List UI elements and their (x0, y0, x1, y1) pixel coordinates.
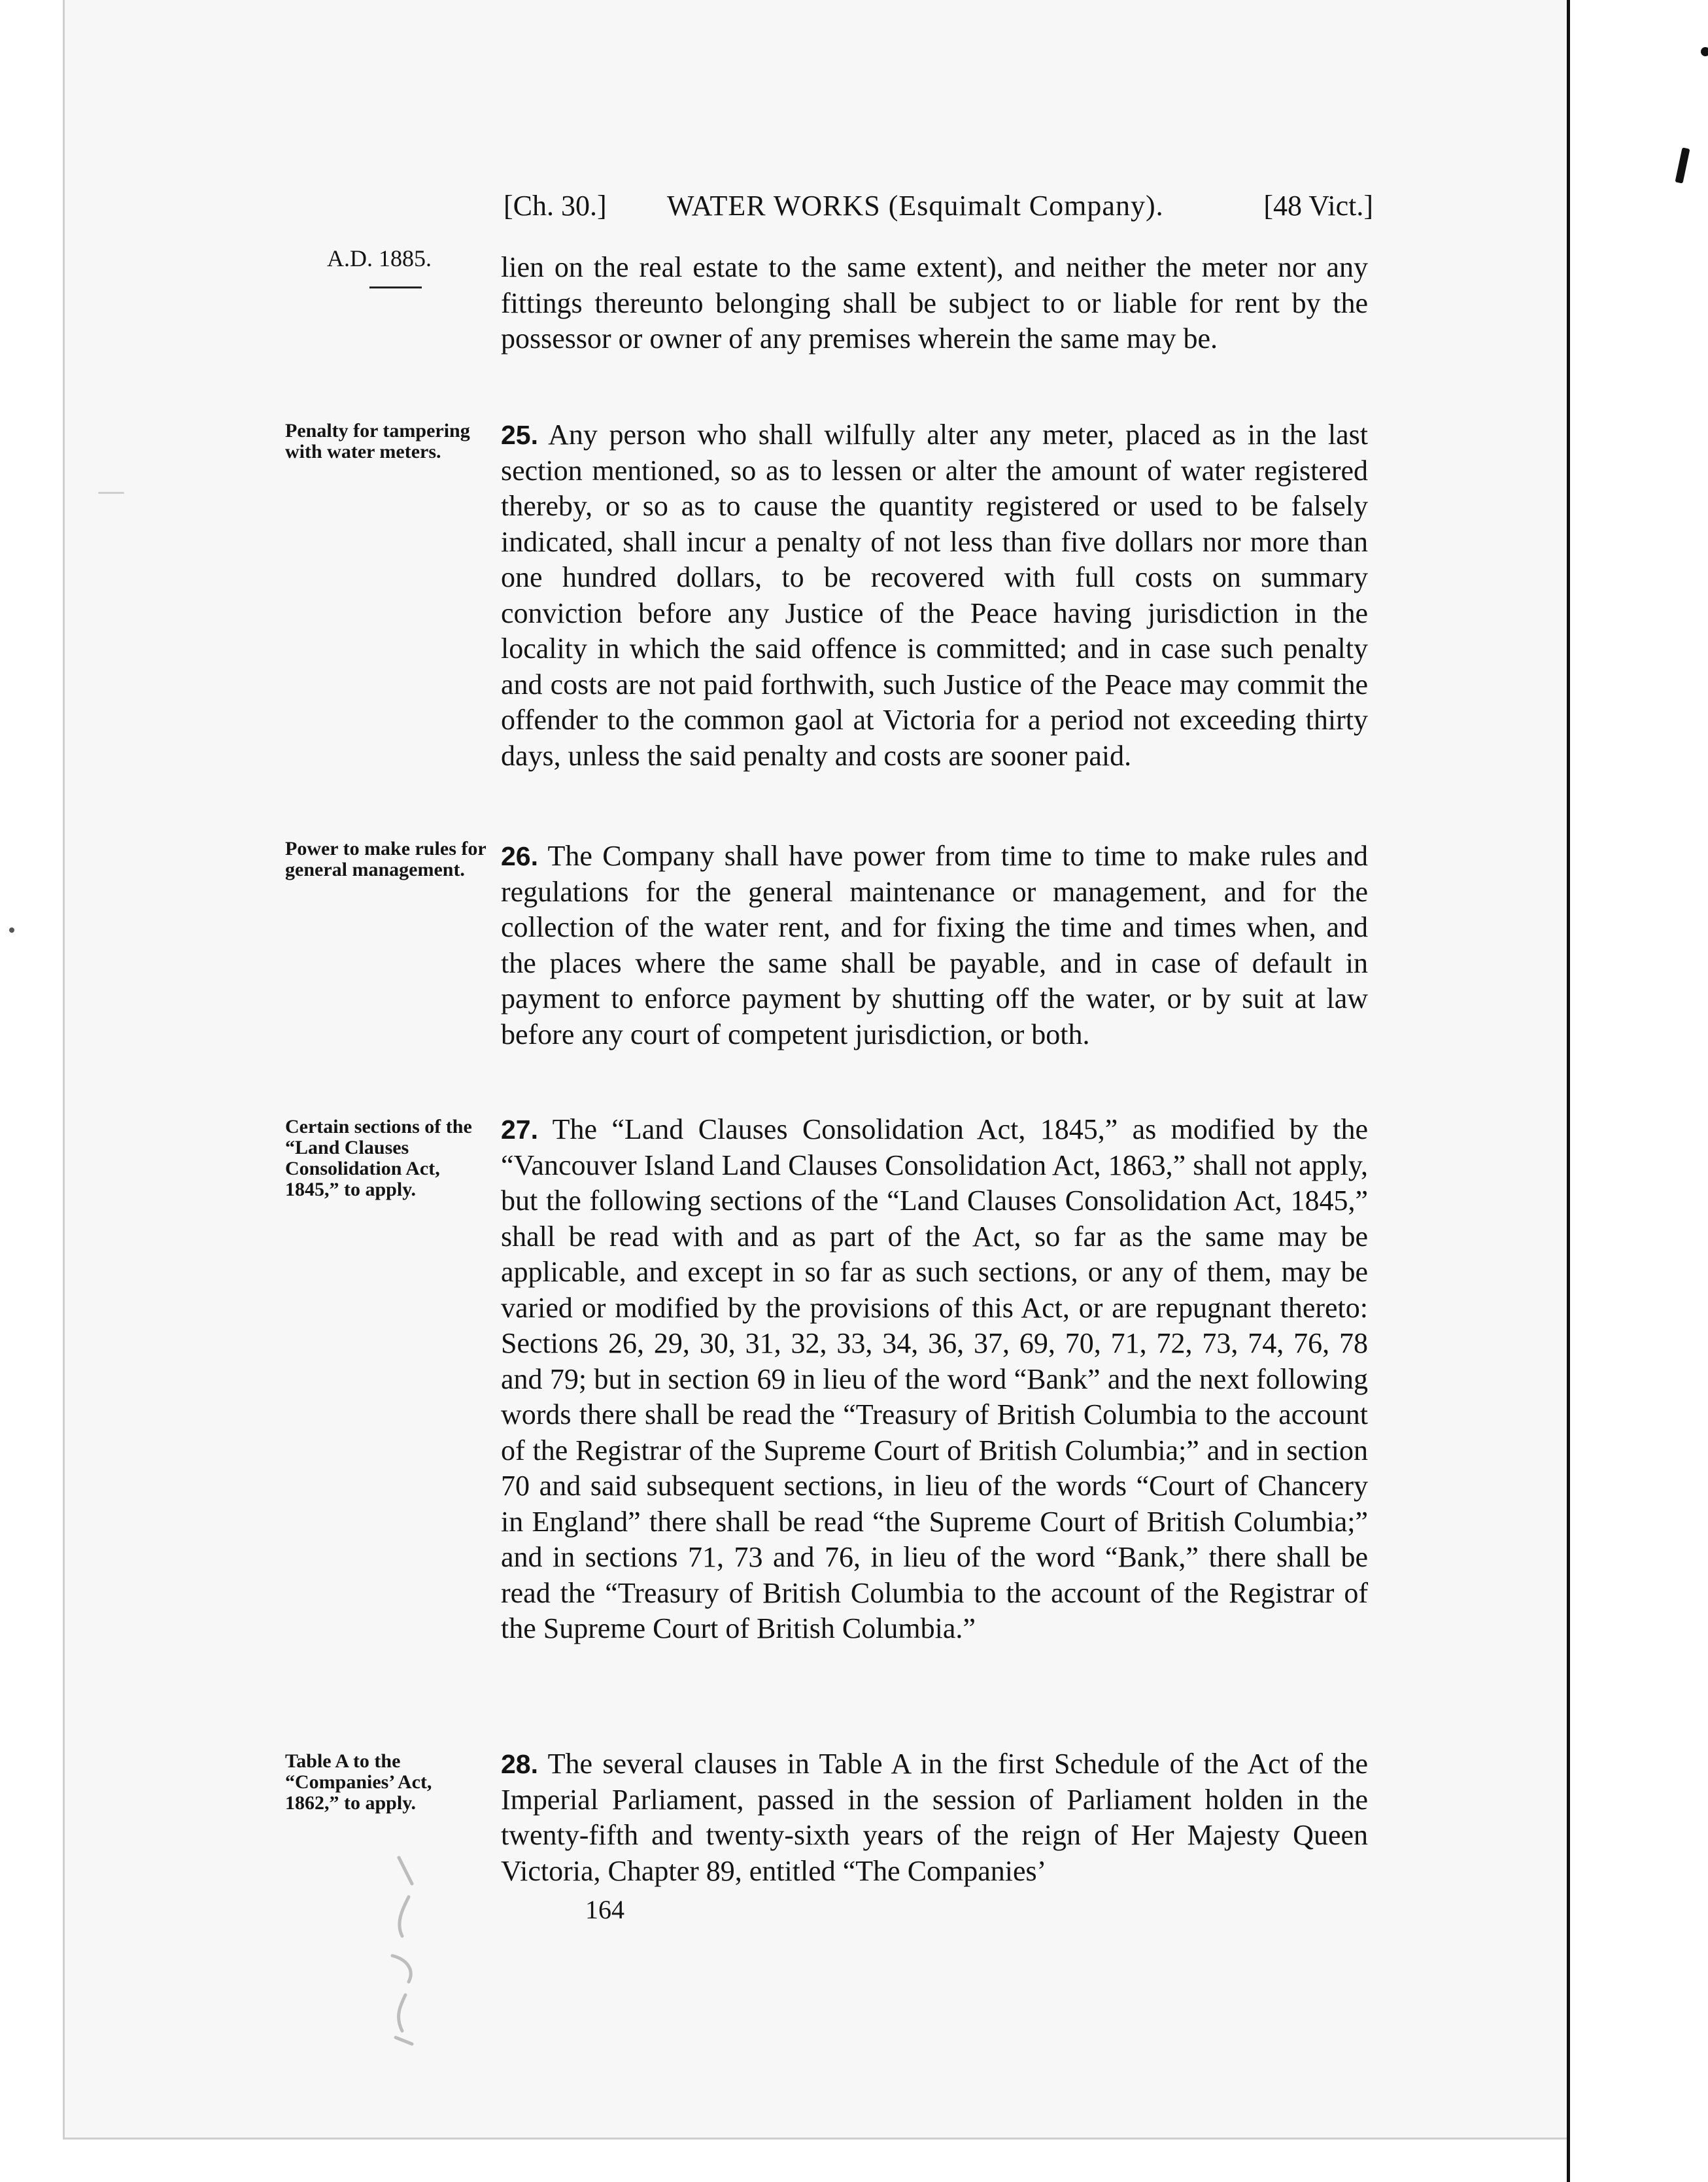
section-number: 26. (501, 841, 538, 871)
section-text: The “Land Clauses Consolidation Act, 1845,” as modified by the “Vancouver Island Land Clauses Consolidation Act, 1863,” shall not apply, but the following sections of the “Land Clauses Consolidation Act, 1845,” shall be read with and as part of the Act, so far as the same may be applicable, and except in so far as such sections, or any of them, may be varied or modified by the provisions of this Act, or are repugnant thereto: Sections 26, 29, 30, 31, 32, 33, 34, 36, 37, 69, 70, 71, 72, 73, 74, 76, 78 and 79; but in section 69 in lieu of the word “Bank” and the next following words there shall be read the “Treasury of British Columbia to the account of the Registrar of the Supreme Court of British Columbia;” and in section 70 and said subsequent sections, in lieu of the words “Court of Chancery in England” there shall be read “the Supreme Court of British Columbia;” and in sections 71, 73 and 76, in lieu of the word “Bank,” there shall be read the “Treasury of British Columbia to the account of the Registrar of the Supreme Court of British Columbia.” (501, 1113, 1368, 1644)
edge-mark (1701, 47, 1708, 56)
speck (98, 492, 124, 494)
section-continuation (501, 250, 1368, 357)
section-25 (501, 417, 1368, 774)
section-number: 27. (501, 1115, 538, 1145)
pencil-annotation (373, 1844, 438, 2054)
section-text: The several clauses in Table A in the first Schedule of the Act of the Imperial Parliament, passed in the session of Parliament holden in the twenty-fifth and twenty-sixth years of the reign of Her Majesty Queen Victoria, Chapter 89, entitled “The Companies’ (501, 1748, 1368, 1887)
year-rule (369, 286, 422, 288)
section-number: 25. (501, 420, 538, 450)
margin-note-28: Table A to the “Companies’ Act, 1862,” to apply. (285, 1750, 432, 1814)
section-number: 28. (501, 1749, 538, 1779)
speck (9, 927, 14, 933)
margin-note-26: Power to make rules for general management. (285, 838, 487, 880)
page-number: 164 (585, 1895, 624, 1924)
section-text: The Company shall have power from time to time to make rules and regulations for the general maintenance or management, and for the collection of the water rent, and for fixing the time and times when, and the places where the same shall be payable, and in case of default in payment to enforce payment by shutting off the water, or by suit at law before any court of competent jurisdiction, or both. (501, 840, 1368, 1050)
act-title: WATER WORKS (Esquimalt Company). (667, 190, 1164, 222)
session-label: [48 Vict.] (1263, 190, 1373, 222)
section-text: Any person who shall wilfully alter any meter, placed as in the last section mentioned, so as to lessen or alter the amount of water registered thereby, or so as to cause the quantity registered or used to be falsely indicated, shall incur a penalty of not less than five dollars nor more than one hundred dollars, to be recovered with full costs on summary conviction before any Justice of the Peace having jurisdiction in the locality in which the said offence is committed; and in case such penalty and costs are not paid forthwith, such Justice of the Peace may commit the offender to the common gaol at Victoria for a period not exceeding thirty days, unless the said penalty and costs are sooner paid. (501, 419, 1368, 772)
section-text: lien on the real estate to the same extent), and neither the meter nor any fittings thereunto belonging shall be subject to or liable for rent by the possessor or owner of any premises wherein the same may be. (501, 251, 1368, 355)
margin-note-25: Penalty for tampering with water meters. (285, 420, 470, 462)
chapter-label: [Ch. 30.] (504, 190, 607, 222)
margin-note-27: Certain sections of the “Land Clauses Consolidation Act, 1845,” to apply. (285, 1116, 472, 1200)
page-edge-strip (1567, 0, 1708, 2182)
year-note: A.D. 1885. (327, 245, 432, 271)
section-26 (501, 839, 1368, 1052)
section-28 (501, 1746, 1368, 1889)
section-27 (501, 1112, 1368, 1647)
edge-mark (1675, 147, 1690, 183)
